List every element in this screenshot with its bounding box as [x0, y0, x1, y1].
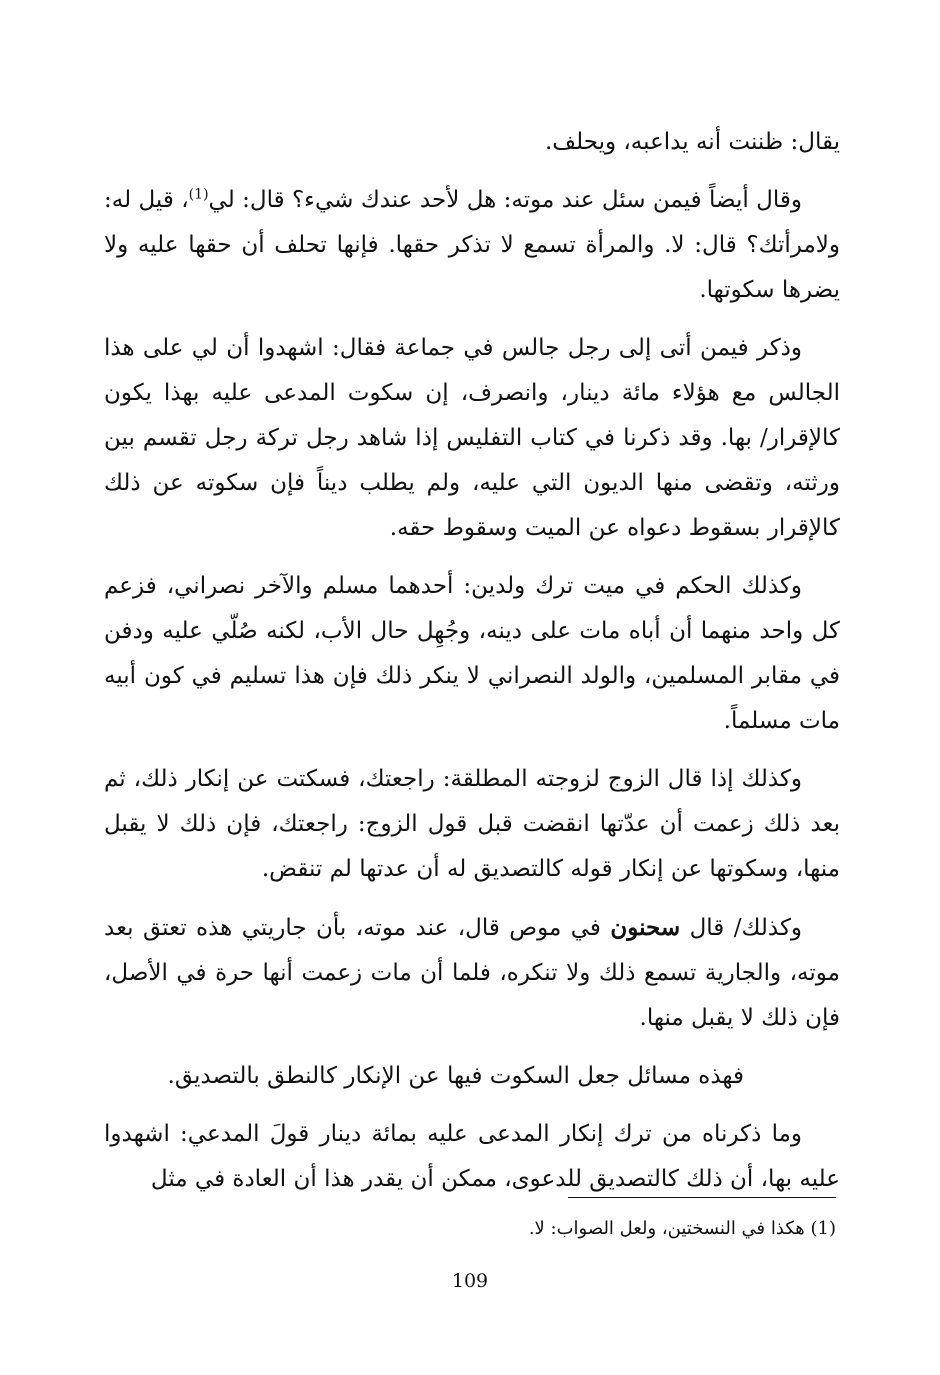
- paragraph-5: وكذلك إذا قال الزوج لزوجته المطلقة: راجعتك، فسكتت عن إنكار ذلك، ثم بعد ذلك زعمت أن عدّتها انقضت قبل قول الزوج: راجعتك، فإن ذلك لا يقبل منها، وسكوتها عن إنكار قوله كالتصديق له أن عدتها لم تنقض.: [104, 766, 840, 882]
- paragraph-7: فهذه مسائل جعل السكوت فيها عن الإنكار كالنطق بالتصديق.: [167, 1063, 744, 1089]
- footnote-separator: [568, 1197, 836, 1198]
- paragraph-6: [104, 905, 840, 1041]
- paragraph-2-part-2: ، قيل له: ولامرأتك؟ قال: لا. والمرأة تسمع لا تذكر حقها. فإنها تحلف أن حقها عليه ولا يضرها سكوتها.: [104, 187, 840, 303]
- paragraph-2: [104, 178, 840, 313]
- paragraph-2-part-1: وقال أيضاً فيمن سئل عند موته: هل لأحد عندك شيء؟ قال: لي: [208, 187, 803, 213]
- footnote-reference[interactable]: (1): [188, 186, 209, 203]
- paragraph-8: وما ذكرناه من ترك إنكار المدعى عليه بمائة دينار قولَ المدعي: اشهدوا عليه بها، أن ذلك كالتصديق للدعوى، ممكن أن يقدر هذا أن العادة في مثل: [104, 1121, 840, 1192]
- paragraph-6-part-1: وكذلك/ قال: [680, 915, 803, 941]
- paragraph-1: يقال: ظننت أنه يداعبه، ويحلف.: [544, 129, 840, 155]
- paragraph-6-part-2: في موص قال، عند موته، بأن جاريتي هذه تعتق بعد موته، والجارية تسمع ذلك ولا تنكره، فلما أن مات زعمت أنها حرة في الأصل، فإن ذلك لا يقبل منها.: [104, 915, 840, 1031]
- paragraph-4: وكذلك الحكم في ميت ترك ولدين: أحدهما مسلم والآخر نصراني، فزعم كل واحد منهما أن أباه مات على دينه، وجُهِل حال الأب، لكنه صُلّي عليه ودفن في مقابر المسلمين، والولد النصراني لا ينكر ذلك فإن هذا تسليم في كون أبيه مات مسلماً.: [104, 573, 840, 734]
- page-number: 109: [451, 1270, 489, 1292]
- bold-name-sahnun: سحنون: [610, 914, 681, 941]
- footnote: (1) هكذا في النسختين، ولعل الصواب: لا.: [528, 1218, 836, 1239]
- page-body: [104, 120, 840, 1202]
- paragraph-3: وذكر فيمن أتى إلى رجل جالس في جماعة فقال: اشهدوا أن لي على هذا الجالس مع هؤلاء مائة دينار، وانصرف، إن سكوت المدعى عليه بهذا يكون كالإقرار/ بها. وقد ذكرنا في كتاب التفليس إذا شاهد رجل تركة رجل تقسم بين ورثته، وتقضى منها الديون التي عليه، ولم يطلب ديناً فإن سكوته عن ذلك كالإقرار بسقوط دعواه عن الميت وسقوط حقه.: [104, 335, 840, 541]
